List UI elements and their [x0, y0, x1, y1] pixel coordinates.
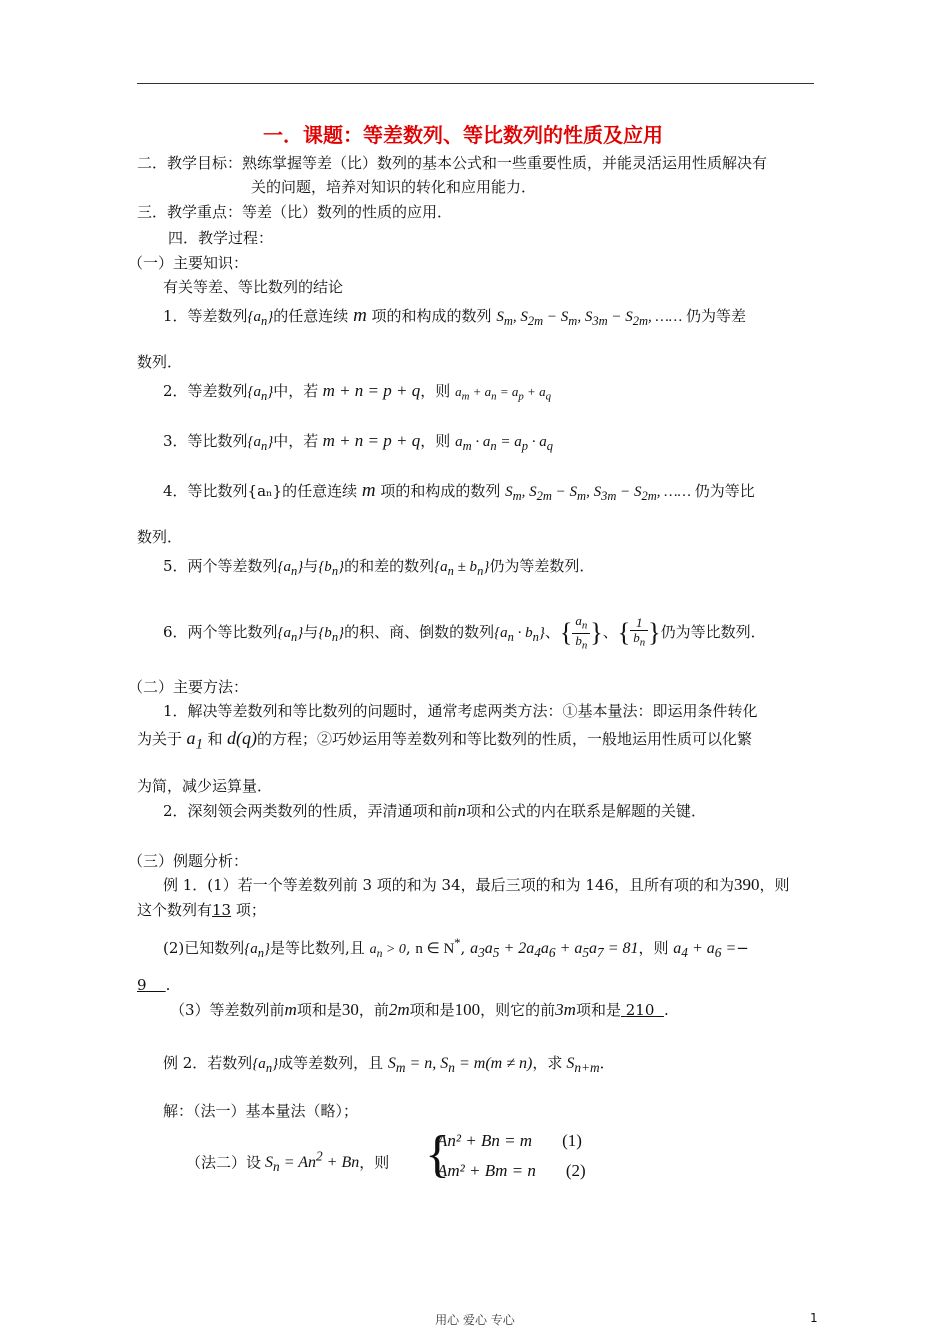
knowledge-1: 1．等差数列$\{a_n\}$的任意连续 m 项的和构成的数列 $S_m$, $S_{2m} - S_m$, $S_{3m} - S_{2m}$, …… 仍为等差: [163, 305, 746, 328]
example-1-1: 例 1．(1）若一个等差数列前 3 项的和为 34，最后三项的和为 146，且所有项的和为390，则: [163, 875, 790, 894]
section1-heading: （一）主要知识：: [128, 254, 249, 272]
example-1-3: （3）等差数列前m项和是30，前2m项和是100，则它的前3m项和是 210 .: [170, 1000, 669, 1019]
equation-2: Am² + Bm = n (2): [437, 1161, 586, 1180]
knowledge-4-cont: 数列．: [137, 528, 183, 546]
knowledge-3: 3．等比数列$\{a_n\}$中，若 m + n = p + q，则 $a_m \cdot a_n = a_p \cdot a_q$: [163, 431, 553, 453]
page-title: 一．课题：等差数列、等比数列的性质及应用: [263, 123, 663, 147]
solution-2: （法二）设 $S_n = An^2 + Bn$，则: [186, 1149, 390, 1175]
section1-intro: 有关等差、等比数列的结论: [163, 278, 344, 296]
method-1-line2: 为关于 $a_1$ 和 d(q)的方程；②巧妙运用等差数列和等比数列的性质，一般地运用性质可以化繁: [137, 728, 753, 753]
example-1-2: (2)已知数列$\{a_n\}$是等比数列,且 $a_n > 0$, n ∈ N*, $a_3a_5 + 2a_4a_6 + a_5a_7 = 81$，则 $a_4 + a_6$ =−: [163, 936, 749, 961]
solution-1: 解：（法一）基本量法（略）；: [163, 1102, 359, 1120]
page-number: 1: [810, 1311, 818, 1325]
method-2: 2．深刻领会两类数列的性质，弄清通项和前n项和公式的内在联系是解题的关键．: [163, 801, 707, 820]
goal-line1: 二．教学目标：熟练掌握等差（比）数列的基本公式和一些重要性质，并能灵活运用性质解决有: [137, 154, 768, 172]
knowledge-2: 2．等差数列$\{a_n\}$中，若 m + n = p + q，则 $a_m + a_n = a_p + a_q$: [163, 381, 551, 403]
footer-text: 用心 爱心 专心: [435, 1313, 515, 1327]
section3-heading: （三）例题分析：: [128, 852, 249, 870]
equation-1: An² + Bn = m (1): [437, 1131, 582, 1150]
knowledge-1-cont: 数列．: [137, 353, 183, 371]
example-2: 例 2．若数列$\{a_n\}$成等差数列，且 $S_m = n$, $S_n = m(m \ne n)$，求 $S_{n+m}$．: [163, 1054, 615, 1076]
method-1-line1: 1．解决等差数列和等比数列的问题时，通常考虑两类方法：①基本量法：即运用条件转化: [163, 702, 758, 720]
knowledge-6: 6．两个等比数列$\{a_n\}$与$\{b_n\}$的积、商、倒数的数列$\{a_n \cdot b_n\}$、{ $\frac{a_n}{b_n}$ }、{ $\frac{1}{b_n}$ }仍为等比数列．: [163, 613, 766, 652]
process-heading: 四．教学过程：: [168, 229, 274, 247]
section2-heading: （二）主要方法：: [128, 678, 249, 696]
knowledge-4: 4．等比数列{aₙ}的任意连续 m 项的和构成的数列 $S_m$, $S_{2m} - S_m$, $S_{3m} - S_{2m}$, …… 仍为等比: [163, 480, 755, 503]
example-1-2-cont: 9 .: [137, 976, 171, 994]
header-rule: [137, 83, 814, 84]
focus-line: 三．教学重点：等差（比）数列的性质的应用．: [137, 203, 453, 221]
knowledge-5: 5．两个等差数列$\{a_n\}$与$\{b_n\}$的和差的数列$\{a_n \pm b_n\}$仍为等差数列．: [163, 557, 595, 578]
example-1-1-cont: 这个数列有13 项；: [137, 901, 266, 919]
goal-line2: 关的问题，培养对知识的转化和应用能力．: [251, 178, 537, 196]
method-1-line3: 为简，减少运算量．: [137, 777, 273, 795]
